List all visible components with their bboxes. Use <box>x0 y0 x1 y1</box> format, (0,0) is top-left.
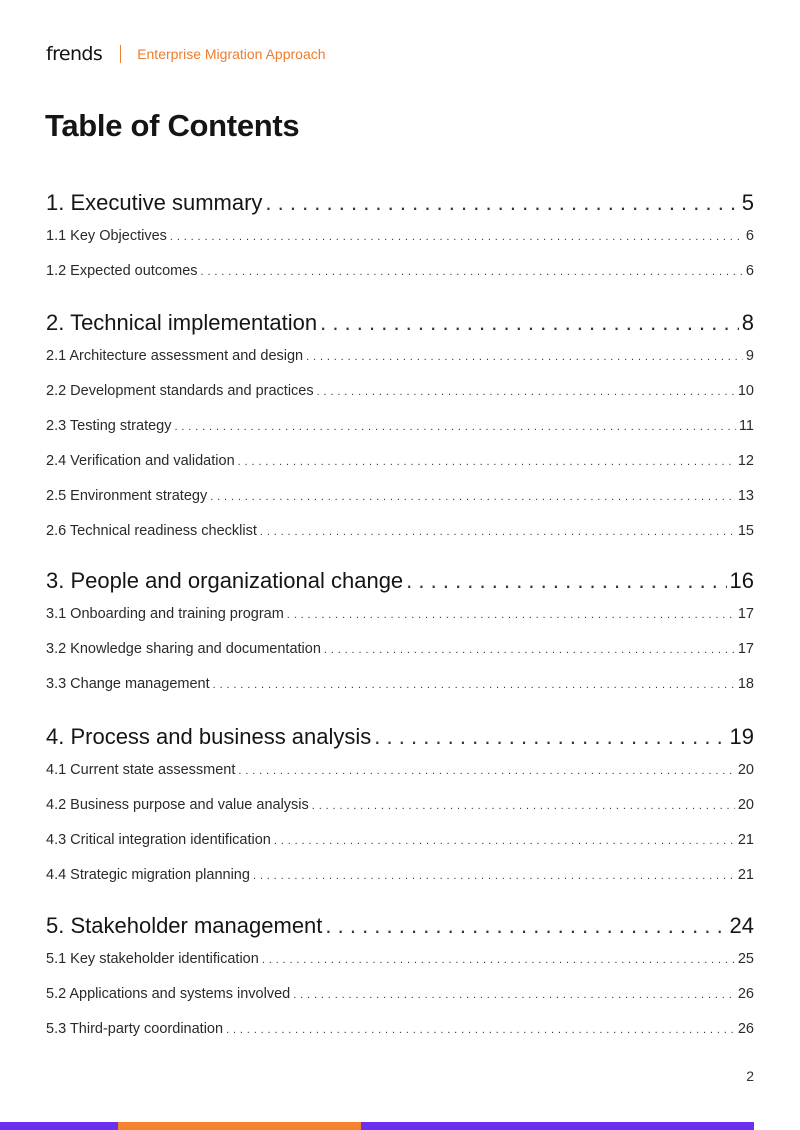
toc-subsection-title: 5.2 Applications and systems involved <box>46 986 291 1002</box>
toc-subsection-page: 11 <box>738 418 754 434</box>
toc-subsection-page: 9 <box>745 348 754 364</box>
dot-leader <box>201 266 743 278</box>
toc-section-page: 16 <box>729 568 754 593</box>
toc-subsection-title: 2.3 Testing strategy <box>46 418 172 434</box>
toc-subsection-entry[interactable] <box>46 1021 754 1041</box>
dot-leader <box>374 724 726 750</box>
dot-leader <box>265 190 738 216</box>
document-header <box>46 42 326 66</box>
footer-color-bar <box>0 1122 754 1130</box>
dot-leader <box>287 609 735 621</box>
toc-section-title: 5. Stakeholder management <box>46 913 323 938</box>
toc-subsection-title: 4.3 Critical integration identification <box>46 832 271 848</box>
toc-subsection-entry[interactable] <box>46 606 754 626</box>
toc-subsection-entry[interactable] <box>46 762 754 782</box>
toc-section-page: 8 <box>741 310 754 335</box>
toc-subsection-entry[interactable] <box>46 867 754 887</box>
page-title: Table of Contents <box>45 108 300 143</box>
toc-subsection-entry[interactable] <box>46 797 754 817</box>
toc-section-title: 1. Executive summary <box>46 190 263 215</box>
toc-subsection-entry[interactable] <box>46 986 754 1006</box>
toc-section-entry[interactable] <box>46 310 754 340</box>
toc-subsection-title: 2.4 Verification and validation <box>46 453 235 469</box>
toc-subsection-entry[interactable] <box>46 263 754 283</box>
dot-leader <box>210 491 735 503</box>
toc-subsection-title: 4.2 Business purpose and value analysis <box>46 797 309 813</box>
toc-subsection-page: 21 <box>737 832 754 848</box>
dot-leader <box>293 989 735 1001</box>
dot-leader <box>260 526 735 538</box>
dot-leader <box>213 679 735 691</box>
dot-leader <box>406 568 726 594</box>
toc-subsection-page: 26 <box>737 1021 754 1037</box>
toc-subsection-page: 10 <box>737 383 754 399</box>
dot-leader <box>274 835 735 847</box>
toc-subsection-title: 2.6 Technical readiness checklist <box>46 523 257 539</box>
toc-subsection-page: 20 <box>737 797 754 813</box>
toc-subsection-page: 6 <box>745 228 754 244</box>
dot-leader <box>238 765 734 777</box>
dot-leader <box>262 954 735 966</box>
toc-subsection-title: 3.3 Change management <box>46 676 210 692</box>
dot-leader <box>325 913 726 939</box>
toc-subsection-entry[interactable] <box>46 488 754 508</box>
toc-subsection-page: 15 <box>737 523 754 539</box>
toc-subsection-title: 3.2 Knowledge sharing and documentation <box>46 641 321 657</box>
dot-leader <box>174 421 735 433</box>
toc-subsection-page: 6 <box>745 263 754 279</box>
footer-bar-segment-purple <box>361 1122 754 1130</box>
footer-bar-segment-orange <box>118 1122 361 1130</box>
document-subtitle: Enterprise Migration Approach <box>137 46 326 62</box>
toc-subsection-page: 25 <box>737 951 754 967</box>
dot-leader <box>170 231 743 243</box>
toc-subsection-title: 3.1 Onboarding and training program <box>46 606 284 622</box>
toc-section-page: 19 <box>729 724 754 749</box>
dot-leader <box>253 870 735 882</box>
toc-subsection-entry[interactable] <box>46 348 754 368</box>
toc-subsection-entry[interactable] <box>46 951 754 971</box>
toc-subsection-title: 2.1 Architecture assessment and design <box>46 348 304 364</box>
dot-leader <box>238 456 735 468</box>
header-divider <box>120 45 121 63</box>
toc-subsection-title: 5.3 Third-party coordination <box>46 1021 224 1037</box>
toc-subsection-page: 17 <box>737 606 754 622</box>
dot-leader <box>320 310 739 336</box>
toc-section-title: 4. Process and business analysis <box>46 724 372 749</box>
toc-section-title: 2. Technical implementation <box>46 310 318 335</box>
toc-section-entry[interactable] <box>46 913 754 943</box>
page-number: 2 <box>746 1068 754 1084</box>
toc-subsection-page: 26 <box>737 986 754 1002</box>
toc-subsection-entry[interactable] <box>46 453 754 473</box>
toc-subsection-page: 13 <box>737 488 754 504</box>
toc-subsection-entry[interactable] <box>46 641 754 661</box>
toc-subsection-title: 1.2 Expected outcomes <box>46 263 198 279</box>
toc-subsection-title: 4.1 Current state assessment <box>46 762 236 778</box>
toc-section-title: 3. People and organizational change <box>46 568 404 593</box>
frends-logo: frends <box>46 43 103 65</box>
toc-subsection-entry[interactable] <box>46 383 754 403</box>
toc-subsection-title: 1.1 Key Objectives <box>46 228 167 244</box>
dot-leader <box>226 1024 735 1036</box>
toc-subsection-entry[interactable] <box>46 523 754 543</box>
toc-section-page: 24 <box>729 913 754 938</box>
toc-subsection-page: 17 <box>737 641 754 657</box>
toc-subsection-page: 21 <box>737 867 754 883</box>
footer-bar-segment-purple <box>0 1122 118 1130</box>
toc-subsection-page: 20 <box>737 762 754 778</box>
toc-subsection-title: 2.2 Development standards and practices <box>46 383 314 399</box>
toc-subsection-title: 4.4 Strategic migration planning <box>46 867 250 883</box>
dot-leader <box>317 386 735 398</box>
toc-section-entry[interactable] <box>46 190 754 220</box>
toc-subsection-page: 18 <box>737 676 754 692</box>
toc-subsection-title: 2.5 Environment strategy <box>46 488 208 504</box>
toc-subsection-entry[interactable] <box>46 676 754 696</box>
dot-leader <box>324 644 735 656</box>
dot-leader <box>312 800 735 812</box>
toc-section-entry[interactable] <box>46 568 754 598</box>
toc-section-page: 5 <box>741 190 754 215</box>
toc-subsection-page: 12 <box>737 453 754 469</box>
toc-subsection-entry[interactable] <box>46 228 754 248</box>
toc-subsection-entry[interactable] <box>46 418 754 438</box>
dot-leader <box>306 351 743 363</box>
toc-section-entry[interactable] <box>46 724 754 754</box>
toc-subsection-title: 5.1 Key stakeholder identification <box>46 951 259 967</box>
toc-subsection-entry[interactable] <box>46 832 754 852</box>
